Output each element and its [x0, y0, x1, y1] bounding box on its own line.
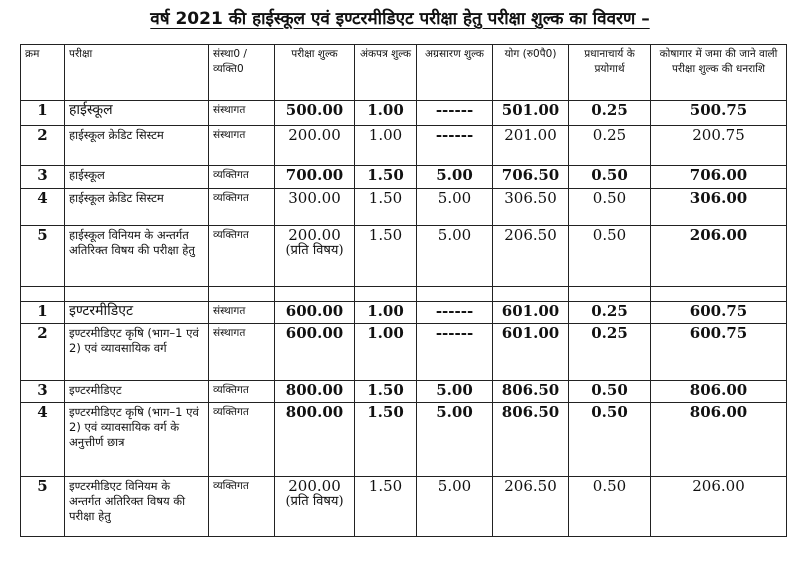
cell-marksheet: 1.00 [355, 101, 417, 126]
cell-exam: इण्टरमीडिएट [65, 302, 209, 324]
cell-exam: हाईस्कूल [65, 101, 209, 126]
cell-type: व्यक्तिगत [209, 381, 275, 403]
table-header-row [21, 45, 787, 101]
per-subject-note: (प्रति विषय) [285, 494, 344, 509]
cell-type: व्यक्तिगत [209, 477, 275, 537]
cell-exam: हाईस्कूल विनियम के अन्तर्गत अतिरिक्त विषय की परीक्षा हेतु [65, 226, 209, 287]
cell-type: व्यक्तिगत [209, 403, 275, 477]
cell-marksheet: 1.50 [355, 166, 417, 189]
cell-exam: हाईस्कूल [65, 166, 209, 189]
cell-treasury: 806.00 [651, 381, 787, 403]
cell-principal: 0.50 [569, 403, 651, 477]
cell-total: 806.50 [493, 381, 569, 403]
cell-type: व्यक्तिगत [209, 166, 275, 189]
cell-exam: हाईस्कूल क्रेडिट सिस्टम [65, 126, 209, 166]
cell-sn: 5 [21, 477, 65, 537]
cell-principal: 0.50 [569, 226, 651, 287]
cell-type: व्यक्तिगत [209, 189, 275, 226]
cell-forwarding: 5.00 [417, 226, 493, 287]
header-principal: प्रधानाचार्य के प्रयोगार्थ [569, 45, 651, 101]
cell-marksheet: 1.00 [355, 324, 417, 381]
cell-marksheet: 1.50 [355, 403, 417, 477]
header-sn: क्रम [21, 45, 65, 101]
cell-exam: इण्टरमीडिएट [65, 381, 209, 403]
cell-total: 601.00 [493, 302, 569, 324]
cell-total: 601.00 [493, 324, 569, 381]
cell-forwarding: 5.00 [417, 477, 493, 537]
cell-total: 206.50 [493, 477, 569, 537]
page-title: वर्ष 2021 की हाईस्कूल एवं इण्टरमीडिएट परीक्षा हेतु परीक्षा शुल्क का विवरण – [150, 9, 650, 29]
cell-fee: 700.00 [275, 166, 355, 189]
table-row [21, 477, 787, 537]
cell-fee: 500.00 [275, 101, 355, 126]
table-row [21, 403, 787, 477]
cell-principal: 0.25 [569, 324, 651, 381]
cell-fee: 800.00 [275, 381, 355, 403]
cell-treasury: 500.75 [651, 101, 787, 126]
table-row [21, 381, 787, 403]
cell-treasury: 200.75 [651, 126, 787, 166]
header-type: संस्था0 / व्यक्ति0 [209, 45, 275, 101]
per-subject-note: (प्रति विषय) [285, 243, 344, 258]
cell-principal: 0.25 [569, 302, 651, 324]
cell-exam: इण्टरमीडिएट विनियम के अन्तर्गत अतिरिक्त विषय की परीक्षा हेतु [65, 477, 209, 537]
cell-principal: 0.50 [569, 166, 651, 189]
header-marksheet: अंकपत्र शुल्क [355, 45, 417, 101]
cell-forwarding: ------ [417, 324, 493, 381]
table-row [21, 166, 787, 189]
cell-fee [275, 477, 355, 537]
cell-forwarding: 5.00 [417, 381, 493, 403]
cell-fee: 800.00 [275, 403, 355, 477]
cell-treasury: 806.00 [651, 403, 787, 477]
header-treasury: कोषागार में जमा की जाने वाली परीक्षा शुल्क की धनराशि [651, 45, 787, 101]
cell-total: 201.00 [493, 126, 569, 166]
cell-treasury: 306.00 [651, 189, 787, 226]
cell-type: संस्थागत [209, 126, 275, 166]
header-forwarding: अग्रसारण शुल्क [417, 45, 493, 101]
cell-marksheet: 1.50 [355, 477, 417, 537]
header-fee: परीक्षा शुल्क [275, 45, 355, 101]
header-exam: परीक्षा [65, 45, 209, 101]
cell-treasury: 206.00 [651, 226, 787, 287]
cell-treasury: 206.00 [651, 477, 787, 537]
table-row [21, 226, 787, 287]
cell-forwarding: 5.00 [417, 403, 493, 477]
cell-forwarding: 5.00 [417, 189, 493, 226]
table-row [21, 126, 787, 166]
cell-sn: 3 [21, 381, 65, 403]
cell-marksheet: 1.50 [355, 189, 417, 226]
cell-total: 206.50 [493, 226, 569, 287]
cell-sn: 2 [21, 324, 65, 381]
cell-sn: 5 [21, 226, 65, 287]
cell-exam: इण्टरमीडिएट कृषि (भाग–1 एवं 2) एवं व्यावसायिक वर्ग के अनुत्तीर्ण छात्र [65, 403, 209, 477]
cell-total: 706.50 [493, 166, 569, 189]
cell-forwarding: ------ [417, 101, 493, 126]
cell-total: 306.50 [493, 189, 569, 226]
cell-sn: 2 [21, 126, 65, 166]
section-divider-row [21, 287, 787, 302]
table-row [21, 101, 787, 126]
cell-sn: 4 [21, 403, 65, 477]
cell-type: व्यक्तिगत [209, 226, 275, 287]
cell-type: संस्थागत [209, 101, 275, 126]
cell-principal: 0.25 [569, 126, 651, 166]
cell-exam: इण्टरमीडिएट कृषि (भाग–1 एवं 2) एवं व्यावसायिक वर्ग [65, 324, 209, 381]
cell-sn: 3 [21, 166, 65, 189]
cell-marksheet: 1.00 [355, 302, 417, 324]
cell-type: संस्थागत [209, 302, 275, 324]
cell-treasury: 706.00 [651, 166, 787, 189]
cell-sn: 1 [21, 101, 65, 126]
cell-principal: 0.50 [569, 189, 651, 226]
table-row [21, 302, 787, 324]
table-row [21, 189, 787, 226]
fee-value: 200.00 [288, 477, 341, 495]
cell-principal: 0.50 [569, 477, 651, 537]
fee-value: 200.00 [288, 226, 341, 244]
cell-total: 501.00 [493, 101, 569, 126]
cell-forwarding: ------ [417, 126, 493, 166]
cell-principal: 0.25 [569, 101, 651, 126]
cell-marksheet: 1.50 [355, 381, 417, 403]
table-row [21, 324, 787, 381]
cell-sn: 4 [21, 189, 65, 226]
cell-marksheet: 1.50 [355, 226, 417, 287]
cell-fee [275, 226, 355, 287]
cell-principal: 0.50 [569, 381, 651, 403]
header-total: योग (रु0पै0) [493, 45, 569, 101]
cell-fee: 300.00 [275, 189, 355, 226]
cell-treasury: 600.75 [651, 324, 787, 381]
fee-table [20, 44, 787, 537]
cell-total: 806.50 [493, 403, 569, 477]
cell-type: संस्थागत [209, 324, 275, 381]
cell-forwarding: 5.00 [417, 166, 493, 189]
cell-forwarding: ------ [417, 302, 493, 324]
cell-sn: 1 [21, 302, 65, 324]
cell-exam: हाईस्कूल क्रेडिट सिस्टम [65, 189, 209, 226]
cell-fee: 200.00 [275, 126, 355, 166]
cell-treasury: 600.75 [651, 302, 787, 324]
cell-marksheet: 1.00 [355, 126, 417, 166]
cell-fee: 600.00 [275, 302, 355, 324]
cell-fee: 600.00 [275, 324, 355, 381]
